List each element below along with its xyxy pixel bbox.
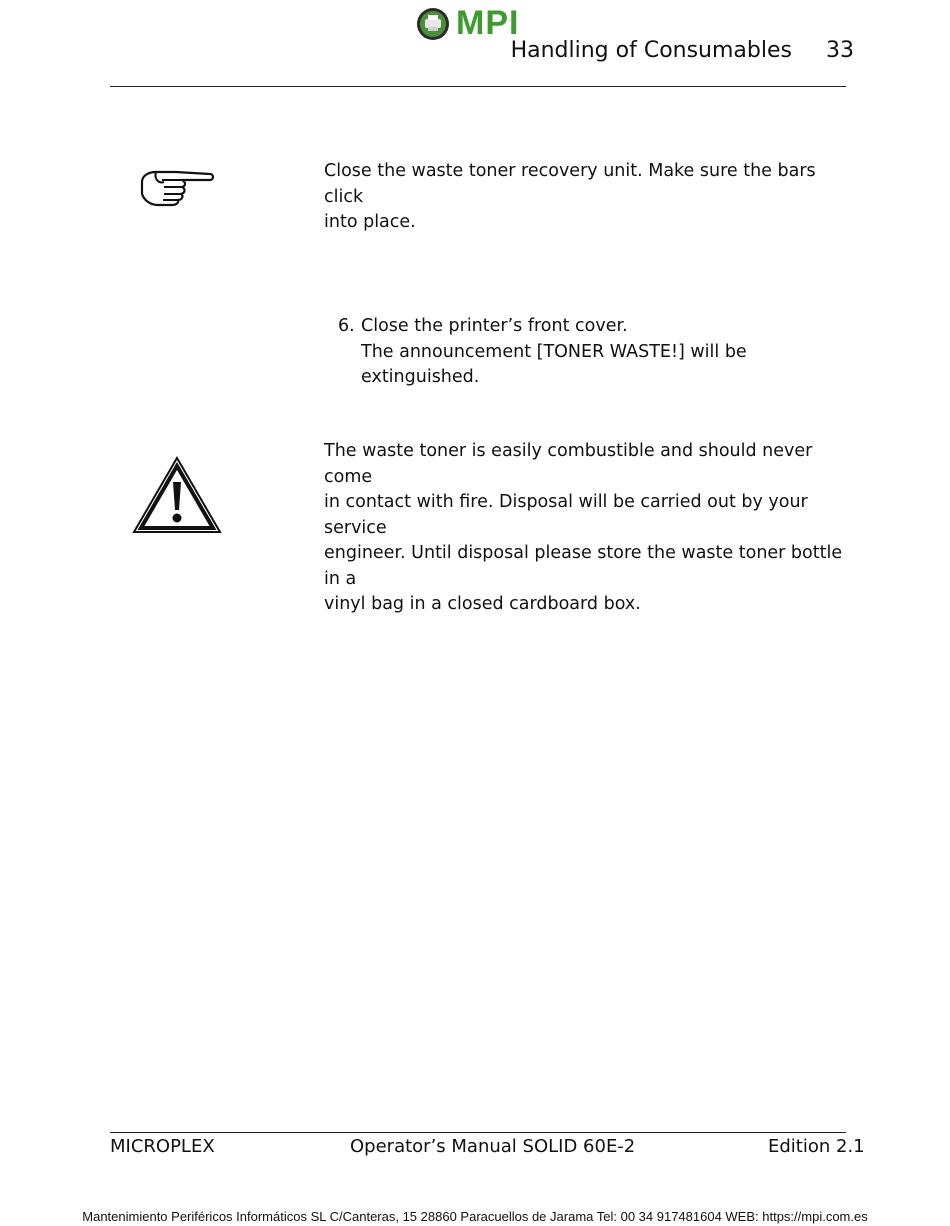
page-number: 33 xyxy=(826,38,854,63)
header-rule xyxy=(110,86,846,87)
warning-line: The waste toner is easily combustible and should never come xyxy=(324,441,813,487)
warning-line: engineer. Until disposal please store the waste toner bottle in a xyxy=(324,543,843,589)
mpi-logo xyxy=(416,6,538,42)
footer-rule xyxy=(110,1132,846,1133)
warning-text xyxy=(324,439,844,618)
step-text xyxy=(361,314,841,391)
step-line: Close the printer’s front cover. xyxy=(361,316,628,336)
pointing-hand-icon xyxy=(136,164,216,208)
footer-brand: MICROPLEX xyxy=(110,1136,215,1157)
footer-manual-title: Operator’s Manual SOLID 60E-2 xyxy=(350,1136,636,1157)
warning-line: vinyl bag in a closed cardboard box. xyxy=(324,594,641,614)
step-number: 6. xyxy=(338,316,355,336)
logo-text: MPI xyxy=(456,4,520,42)
warning-line: in contact with fire. Disposal will be carried out by your service xyxy=(324,492,808,538)
note-line: into place. xyxy=(324,212,416,232)
step-line: extinguished. xyxy=(361,367,480,387)
footer-edition: Edition 2.1 xyxy=(768,1136,865,1157)
warning-triangle-icon xyxy=(132,456,222,534)
note-text xyxy=(324,159,844,236)
note-line: Close the waste toner recovery unit. Make sure the bars click xyxy=(324,161,816,207)
printer-logo-icon xyxy=(416,6,452,42)
step-line: The announcement [TONER WASTE!] will be xyxy=(361,341,747,362)
page-title: Handling of Consumables xyxy=(510,38,792,63)
contact-line: Mantenimiento Periféricos Informáticos SL C/Canteras, 15 28860 Paracuellos de Jarama Tel: 00 34 917481604 WEB: https://mpi.com.es xyxy=(82,1209,868,1224)
